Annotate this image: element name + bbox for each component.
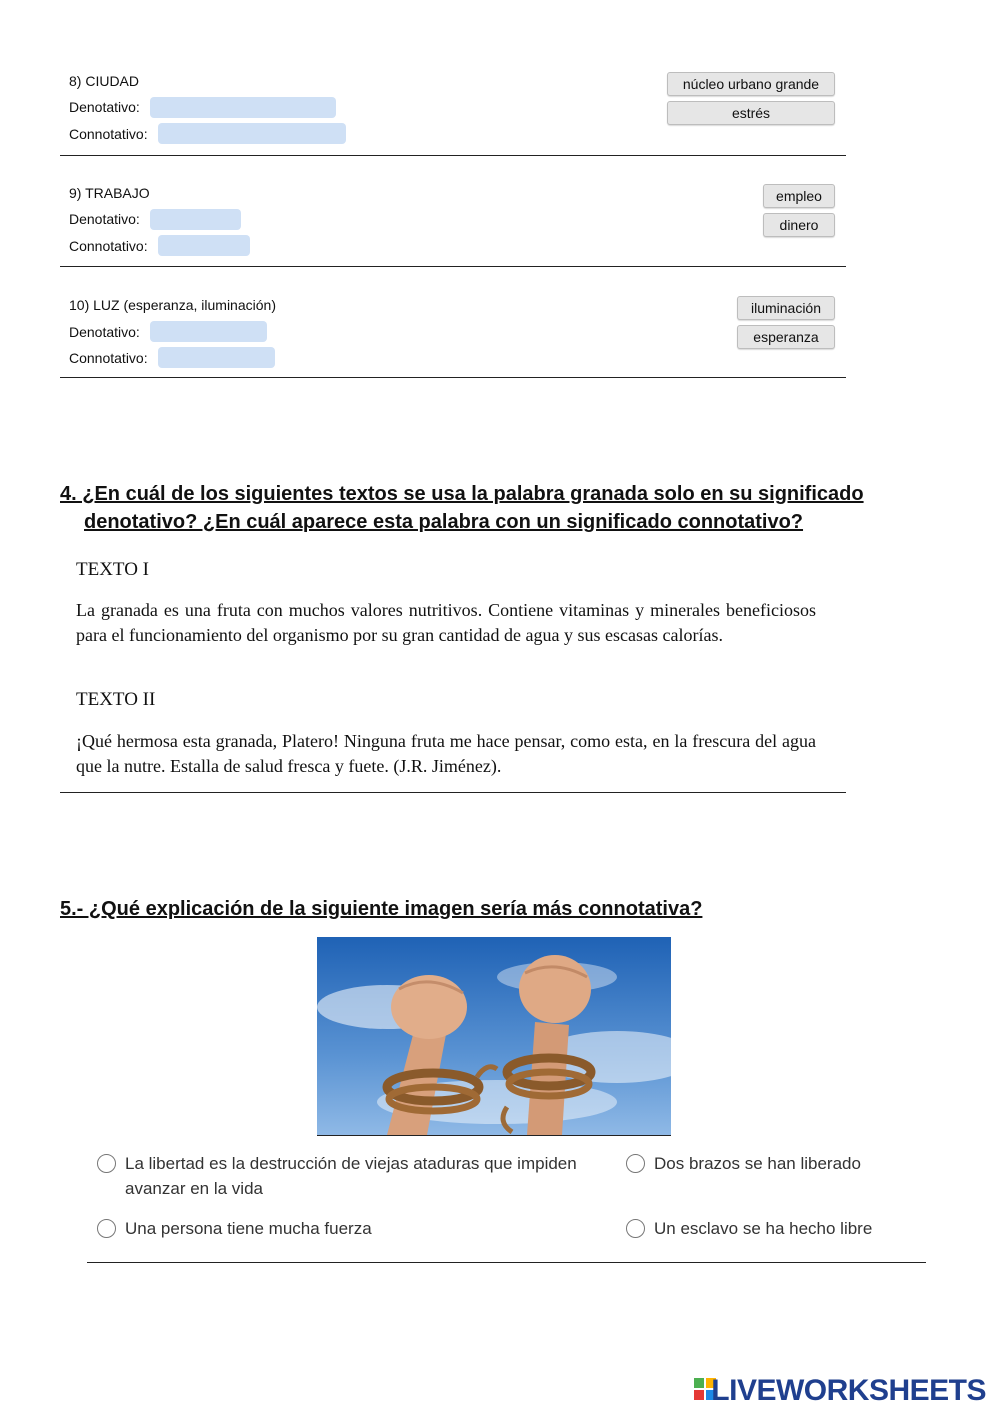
- liveworksheets-logo-text: LIVEWORKSHEETS: [711, 1374, 986, 1407]
- item-9-denotativo-label: Denotativo:: [69, 211, 140, 227]
- option-2-label[interactable]: Dos brazos se han liberado: [654, 1154, 861, 1173]
- item-9-connotativo-dropzone[interactable]: [158, 235, 250, 256]
- chip-estres[interactable]: estrés: [667, 101, 835, 125]
- q5-heading: 5.- ¿Qué explicación de la siguiente imagen sería más connotativa?: [60, 898, 703, 920]
- texto-1-body: La granada es una fruta con muchos valores nutritivos. Contiene vitaminas y minerales beneficiosos para el funcionamiento del organismo por su gran cantidad de agua y sus escasas calorías.: [76, 600, 816, 645]
- item-9-connotativo-label: Connotativo:: [69, 238, 148, 254]
- option-3-label[interactable]: Una persona tiene mucha fuerza: [125, 1219, 372, 1238]
- chip-esperanza[interactable]: esperanza: [737, 325, 835, 349]
- item-8-connotativo-dropzone[interactable]: [158, 123, 346, 144]
- item-8-connotativo-label: Connotativo:: [69, 126, 148, 142]
- chip-iluminacion[interactable]: iluminación: [737, 296, 835, 320]
- item-10-title: 10) LUZ (esperanza, iluminación): [69, 297, 276, 313]
- divider: [60, 377, 846, 378]
- chip-empleo[interactable]: empleo: [763, 184, 835, 208]
- item-9-title: 9) TRABAJO: [69, 185, 150, 201]
- item-10-denotativo-label: Denotativo:: [69, 324, 140, 340]
- chip-dinero[interactable]: dinero: [763, 213, 835, 237]
- option-3-radio[interactable]: [97, 1219, 116, 1238]
- texto-1-title: TEXTO I: [76, 559, 149, 580]
- texto-2-title: TEXTO II: [76, 689, 156, 710]
- item-10-connotativo-label: Connotativo:: [69, 350, 148, 366]
- texto-2-body: ¡Qué hermosa esta granada, Platero! Ninguna fruta me hace pensar, como esta, en la frescura del agua que la nutre. Estalla de salud fresca y fuete. (J.R. Jiménez).: [76, 731, 816, 776]
- item-8-denotativo-label: Denotativo:: [69, 99, 140, 115]
- divider: [60, 266, 846, 267]
- q4-heading-line1: 4. ¿En cuál de los siguientes textos se usa la palabra granada solo en su significado: [60, 483, 864, 505]
- divider: [60, 792, 846, 793]
- option-1-radio[interactable]: [97, 1154, 116, 1173]
- option-4-label[interactable]: Un esclavo se ha hecho libre: [654, 1219, 873, 1238]
- divider: [60, 155, 846, 156]
- option-2-radio[interactable]: [626, 1154, 645, 1173]
- item-8-title: 8) CIUDAD: [69, 73, 140, 89]
- item-10-denotativo-dropzone[interactable]: [150, 321, 267, 342]
- option-1-label[interactable]: La libertad es la destrucción de viejas ataduras que impiden avanzar en la vida: [125, 1154, 577, 1198]
- image-underline: [317, 1135, 671, 1136]
- item-8-denotativo-dropzone[interactable]: [150, 97, 336, 118]
- q4-heading-line2: denotativo? ¿En cuál aparece esta palabra con un significado connotativo?: [84, 511, 804, 533]
- item-10-connotativo-dropzone[interactable]: [158, 347, 275, 368]
- item-9-denotativo-dropzone[interactable]: [150, 209, 241, 230]
- broken-ropes-fists-image: [317, 937, 671, 1135]
- chip-nucleo-urbano-grande[interactable]: núcleo urbano grande: [667, 72, 835, 96]
- divider: [87, 1262, 926, 1263]
- option-4-radio[interactable]: [626, 1219, 645, 1238]
